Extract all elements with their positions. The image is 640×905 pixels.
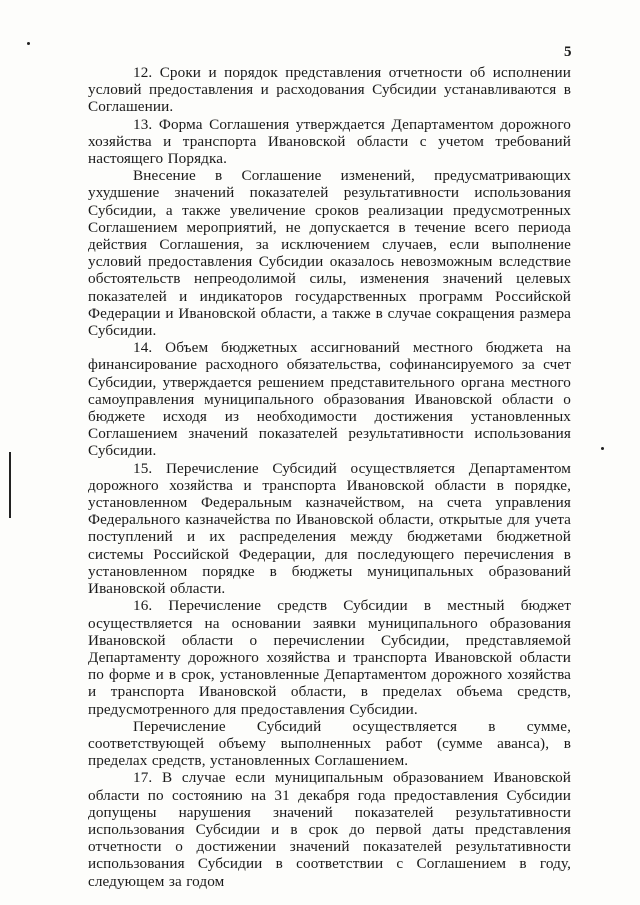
paragraph-14: 14. Объем бюджетных ассигнований местного бюджета на финансирование расходного обязательства, софинансируемого за счет Субсидии, утверждается решением представительного органа местного самоуправления муниципального образования Ивановской области о бюджете исходя из необходимости достижения установленных Соглашением значений показателей результативности использования Субсидии. bbox=[88, 339, 571, 460]
paragraph-16: 16. Перечисление средств Субсидии в местный бюджет осуществляется на основании заявки муниципального образования Ивановской области о перечислении Субсидии, представляемой Департаменту дорожного хозяйства и транспорта Ивановской области по форме и в срок, установленные Департаментом дорожного хозяйства и транспорта Ивановской области, в пределах объема средств, предусмотренного для предоставления Субсидии. bbox=[88, 597, 571, 718]
paragraph-12: 12. Сроки и порядок представления отчетности об исполнении условий предоставления и расходования Субсидии устанавливаются в Соглашении. bbox=[88, 64, 571, 116]
scan-mark-right bbox=[601, 447, 604, 450]
paragraph-13-amendments: Внесение в Соглашение изменений, предусматривающих ухудшение значений показателей результативности использования Субсидии, а также увеличение сроков реализации предусмотренных Соглашением мероприятий, не допускается в течение всего периода действия Соглашения, за исключением случаев, если выполнение условий предоставления Субсидии оказалось невозможным вследствие обстоятельств непреодолимой силы, изменения значений целевых показателей и индикаторов государственных программ Российской Федерации и Ивановской области, а также в случае сокращения размера Субсидии. bbox=[88, 167, 571, 340]
paragraph-17: 17. В случае если муниципальным образованием Ивановской области по состоянию на 31 декабря года предоставления Субсидии допущены нарушения значений показателей результативности использования Субсидии и в срок до первой даты представления отчетности о достижении значений показателей результативности использования Субсидии в соответствии с Соглашением в году, следующем за годом bbox=[88, 769, 571, 890]
paragraph-16-transfer: Перечисление Субсидий осуществляется в сумме, соответствующей объему выполненных работ (сумме аванса), в пределах средств, установленных Соглашением. bbox=[88, 717, 571, 770]
page-number: 5 bbox=[564, 44, 572, 60]
scan-mark-top bbox=[27, 42, 30, 45]
document-body bbox=[88, 64, 571, 890]
paragraph-13: 13. Форма Соглашения утверждается Департаментом дорожного хозяйства и транспорта Ивановской области с учетом требований настоящего Порядка. bbox=[88, 115, 571, 168]
scan-mark-left bbox=[9, 452, 11, 518]
paragraph-15: 15. Перечисление Субсидий осуществляется Департаментом дорожного хозяйства и транспорта Ивановской области в порядке, установленном Федеральным казначейством, на счета управления Федерального казначейства по Ивановской области, открытые для учета поступлений и их распределения между бюджетами бюджетной системы Российской Федерации, для последующего перечисления в установленном порядке в бюджеты муниципальных образований Ивановской области. bbox=[88, 459, 571, 598]
